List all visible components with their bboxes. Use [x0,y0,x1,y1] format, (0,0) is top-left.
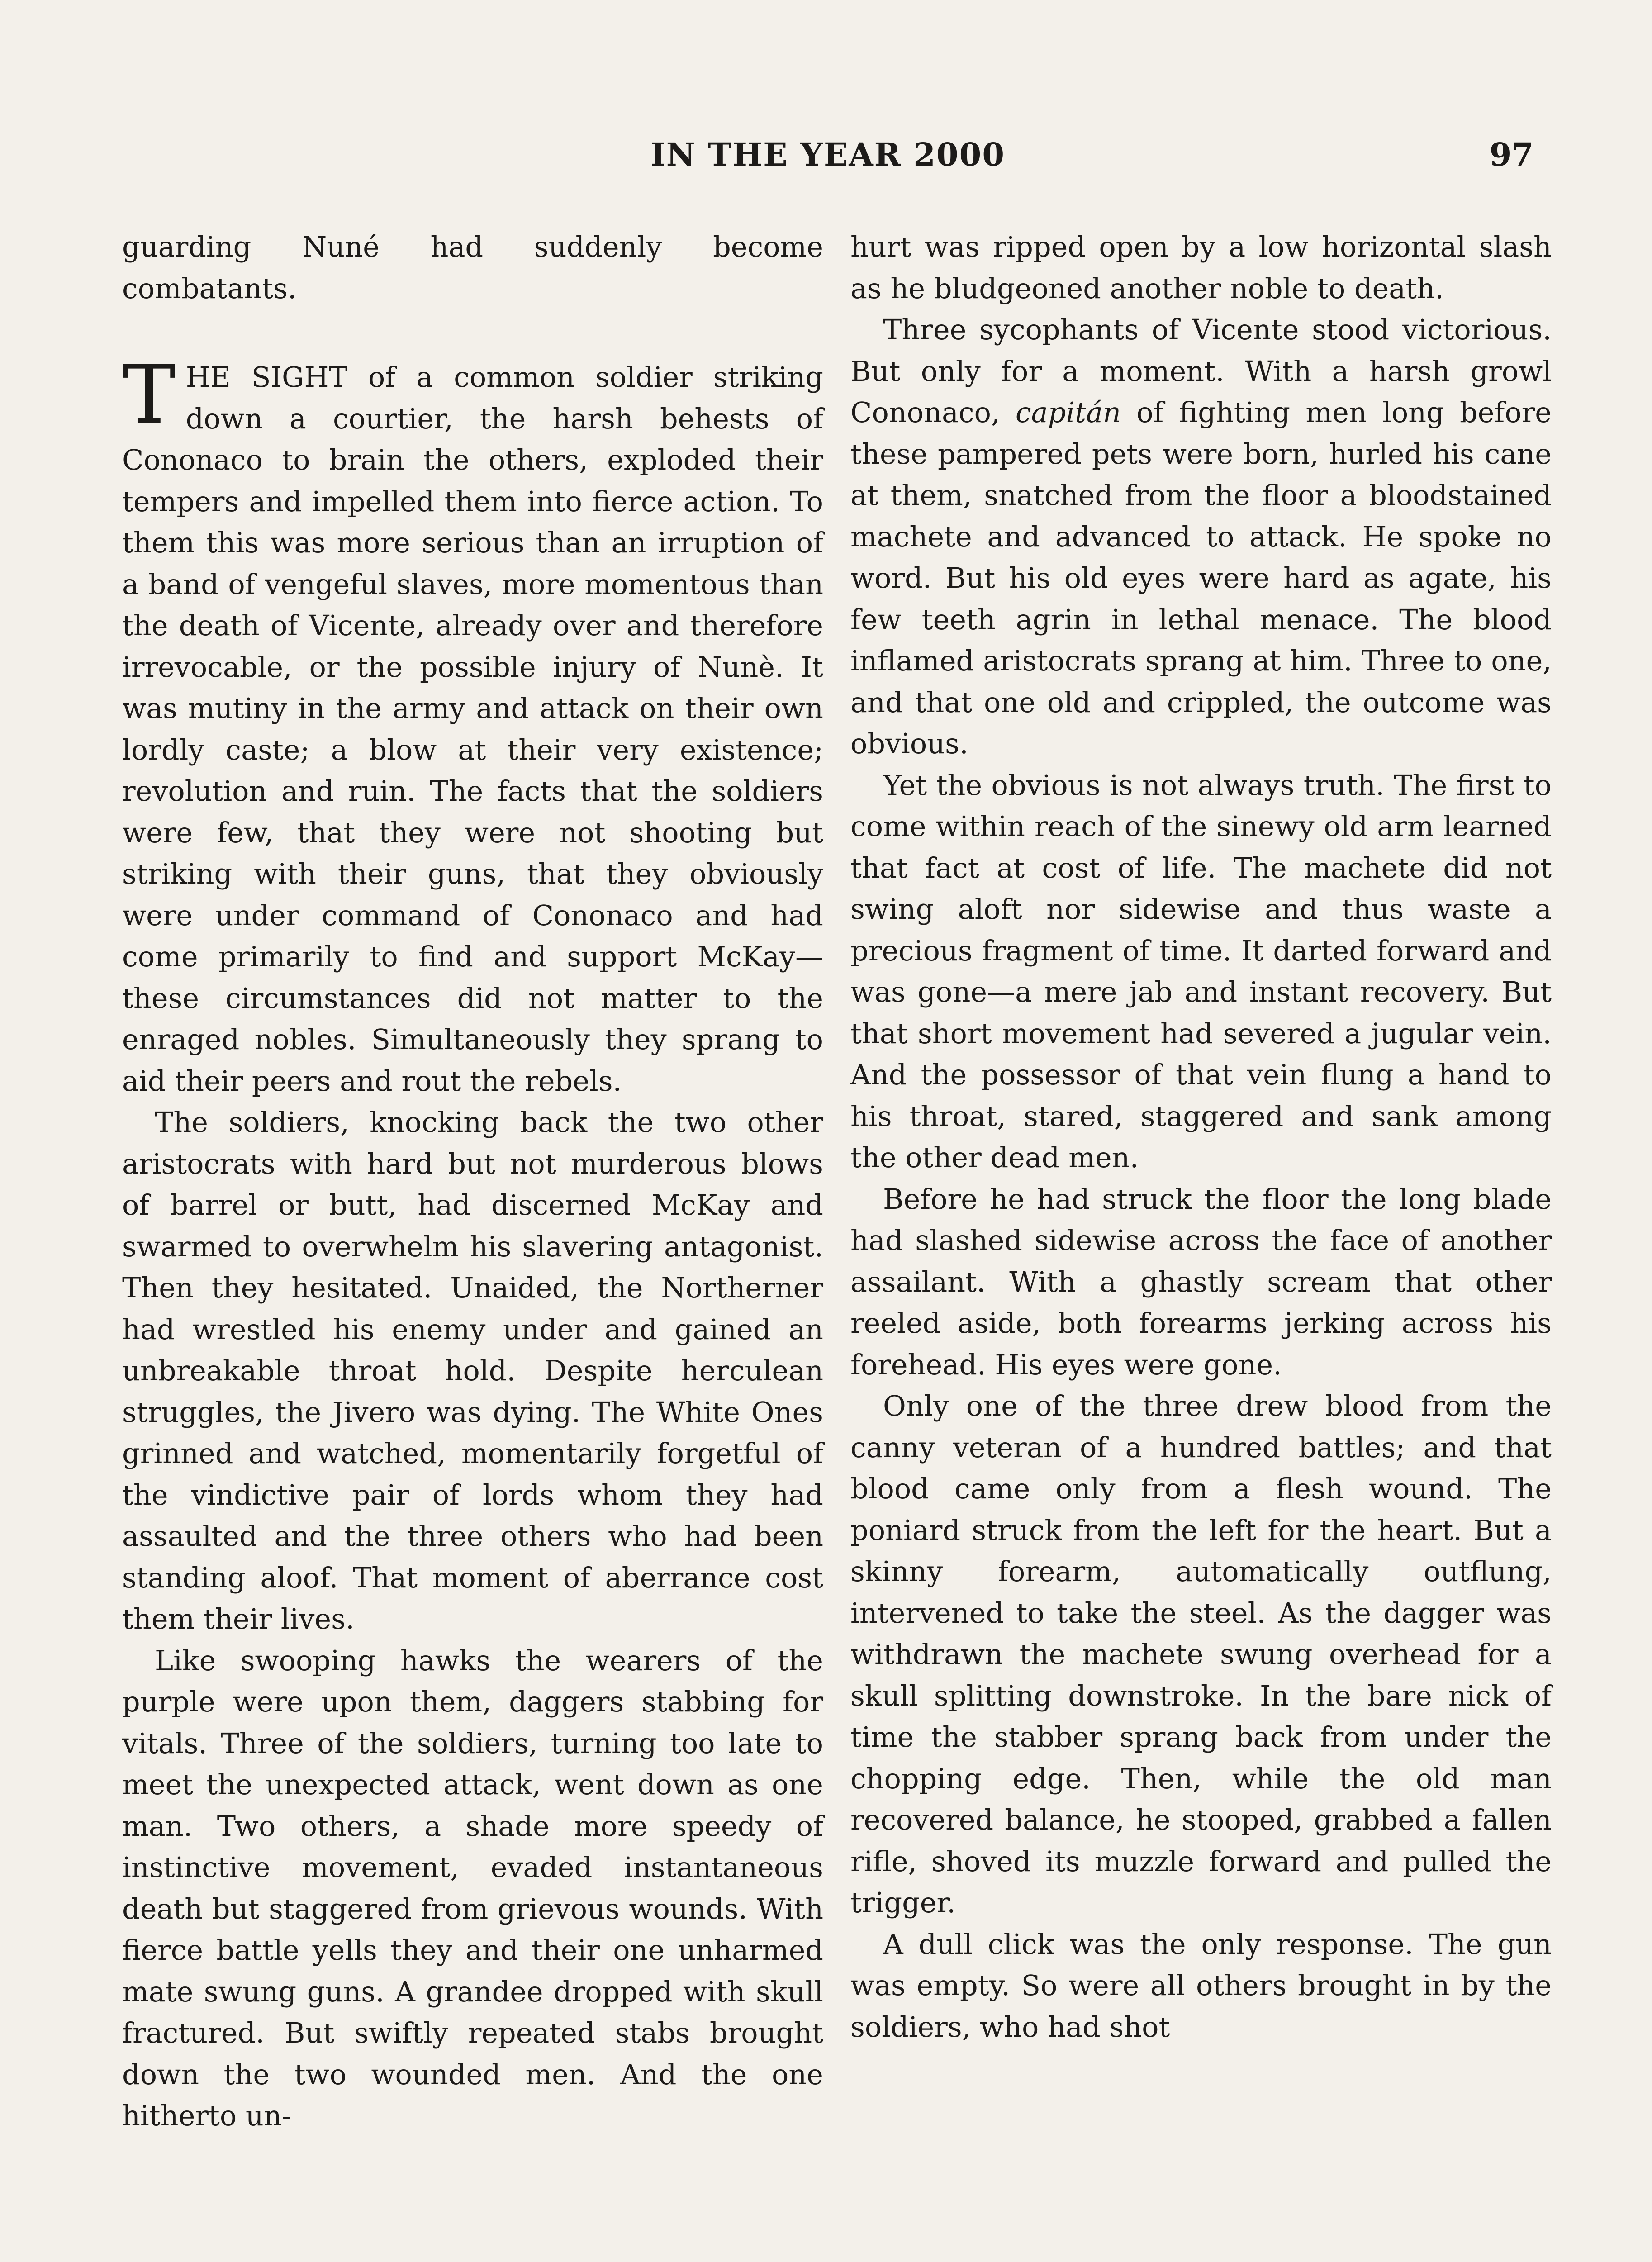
section-opening-paragraph [122,348,823,1102]
drop-cap: T [122,348,176,442]
left-column [122,226,823,2137]
paragraph: A dull click was the only response. The gun was empty. So were all others brought in by the soldiers, who had shot [850,1927,1552,2043]
paragraph: The soldiers, knocking back the two other aristocrats with hard but not murderous blows of barrel or butt, had discerned McKay and swarmed to overwhelm his slavering antagonist. Then they hesitated. Unaided, the Northerner had wrestled his enemy under and gained an unbreakable throat hold. Despite herculean struggles, the Jivero was dying. The White Ones grinned and watched, momentarily forgetful of the vindictive pair of lords whom they had assaulted and the three others who had been standing aloof. That moment of aberrance cost them their lives. [122,1106,823,1635]
page-number: 97 [1489,136,1533,173]
paragraph: Only one of the three drew blood from the canny veteran of a hundred battles; and that blood came only from a flesh wound. The poniard struck from the left for the heart. But a skinny forearm, automatically outflung, intervened to take the steel. As the dagger was withdrawn the machete swung overhead for a skull splitting downstroke. In the bare nick of time the stabber sprang back from under the chopping edge. Then, while the old man recovered balance, he stooped, grabbed a fallen rifle, shoved its muzzle forward and pulled the trigger. [850,1389,1552,1919]
paragraph-text: Three sycophants of Vicente stood victorious. But only for a moment. With a harsh growl Cononaco, [850,313,1552,429]
italic-term: capitán [1015,396,1121,429]
paragraph: Before he had struck the floor the long blade had slashed sidewise across the face of another assailant. With a ghastly scream that other reeled aside, both forearms jerking across his forehead. His eyes were gone. [850,1182,1552,1381]
running-header [122,136,1533,190]
paragraph: Yet the obvious is not always truth. The first to come within reach of the sinewy old arm learned that fact at cost of life. The machete did not swing aloft nor sidewise and thus waste a precious fragment of time. It darted forward and was gone—a mere jab and instant recovery. But that short movement had severed a jugular vein. And the possessor of that vein flung a hand to his throat, stared, staggered and sank among the other dead men. [850,768,1552,1174]
paragraph [850,309,1552,765]
paragraph-continuation: guarding Nuné had suddenly become combatants. [122,230,823,305]
section-opening-text: HE SIGHT of a common soldier striking down a courtier, the harsh behests of Cononaco to brain the others, exploded their tempers and impelled them into fierce action. To them this was more serious than an irruption of a band of vengeful slaves, more momentous than the death of Vicente, already over and therefore irrevocable, or the possible injury of Nunè. It was mutiny in the army and attack on their own lordly caste; a blow at their very existence; revolution and ruin. The facts that the soldiers were few, that they were not shooting but striking with their guns, that they obviously were under command of Cononaco and had come primarily to find and support McKay—these circumstances did not matter to the enraged nobles. Simultaneously they sprang to aid their peers and rout the rebels. [122,361,823,1098]
running-title: IN THE YEAR 2000 [650,136,1006,173]
paragraph: Like swooping hawks the wearers of the purple were upon them, daggers stabbing for vitals. Three of the soldiers, turning too late to meet the unexpected attack, went down as one man. Two others, a shade more speedy of instinctive movement, evaded instantaneous death but staggered from grievous wounds. With fierce battle yells they and their one unharmed mate swung guns. A grandee dropped with skull fractured. But swiftly repeated stabs brought down the two wounded men. And the one hitherto un- [122,1644,823,2132]
paragraph-continuation: hurt was ripped open by a low horizontal slash as he bludgeoned another noble to death. [850,230,1552,305]
paragraph-text: of fighting men long before these pampered pets were born, hurled his cane at them, snatched from the floor a bloodstained machete and advanced to attack. He spoke no word. But his old eyes were hard as agate, his few teeth agrin in lethal menace. The blood inflamed aristocrats sprang at him. Three to one, and that one old and crippled, the outcome was obvious. [850,396,1552,760]
right-column [850,226,1552,2048]
